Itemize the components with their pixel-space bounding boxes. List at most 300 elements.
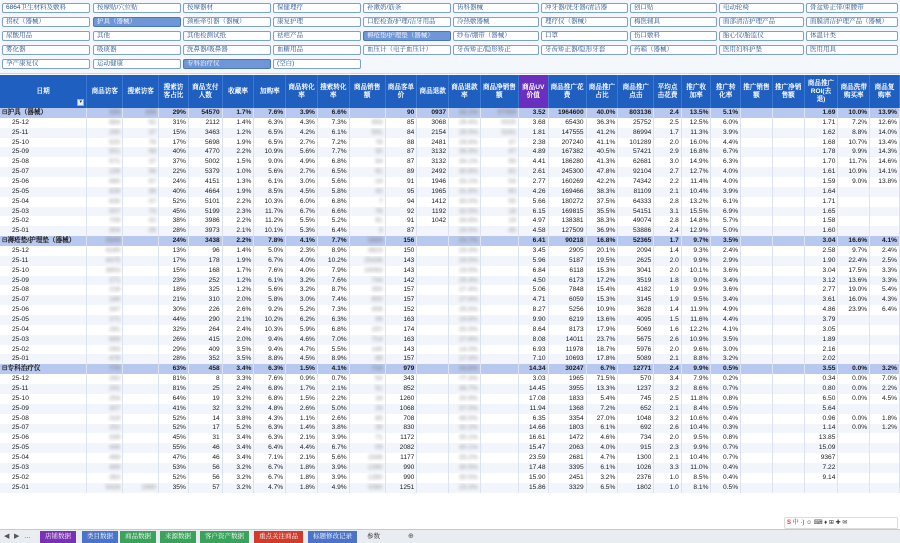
table-cell: 990 — [385, 473, 417, 483]
table-cell: 2.4% — [870, 246, 900, 256]
table-cell: 19.5% — [586, 256, 618, 266]
table-cell: 15.47 — [518, 443, 548, 453]
table-cell: 2.3 — [654, 443, 682, 453]
table-cell — [741, 315, 773, 325]
group-cell: 1.7 — [654, 236, 682, 246]
sheet-tab[interactable]: 商品数据 — [120, 531, 156, 543]
table-row[interactable] — [0, 315, 900, 325]
table-cell: 5.2% — [286, 305, 318, 315]
table-cell: 236 — [87, 167, 123, 177]
table-cell: 1251 — [385, 483, 417, 493]
slicer-item[interactable]: 体温计类 — [806, 31, 898, 41]
slicer-item[interactable]: 骨盆矫正带/束腰带 — [806, 3, 898, 13]
column-header[interactable]: 商品推广点击 — [618, 75, 654, 108]
slicer-item[interactable]: 运动健康 — [93, 59, 181, 69]
column-header[interactable]: 推广收加率 — [681, 75, 711, 108]
table-cell: 6.1% — [711, 197, 741, 207]
table-cell: 4.0% — [286, 266, 318, 276]
column-header[interactable]: 商品复购率 — [870, 75, 900, 108]
table-cell: 49074 — [618, 216, 654, 226]
table-cell: 2063 — [548, 443, 586, 453]
table-cell — [772, 187, 804, 197]
slicer-item[interactable]: 理疗仪（器械） — [541, 17, 628, 27]
table-cell: 91 — [349, 216, 385, 226]
table-cell: 17% — [159, 256, 189, 266]
table-row[interactable] — [0, 453, 900, 463]
table-row[interactable] — [0, 167, 900, 177]
slicer-item[interactable]: 药箱（器械） — [630, 45, 717, 55]
sheet-tab[interactable]: 重点关注商品 — [254, 531, 303, 543]
table-cell: 52% — [159, 414, 189, 424]
slicer-item[interactable]: 面膜清洁护理产品（器械） — [806, 17, 898, 27]
table-row[interactable] — [0, 443, 900, 453]
table-cell: 3986 — [188, 216, 222, 226]
table-cell: 87 — [385, 147, 417, 157]
table-cell: 7.4% — [317, 295, 349, 305]
table-row[interactable] — [0, 394, 900, 404]
column-header[interactable]: 商品净销售额 — [480, 75, 518, 108]
table-cell: 680 — [87, 177, 123, 187]
table-row[interactable] — [0, 197, 900, 207]
table-cell — [870, 187, 900, 197]
table-row[interactable] — [0, 354, 900, 364]
tab-prev-icon[interactable]: ◀ — [4, 533, 10, 540]
table-cell — [417, 246, 449, 256]
table-cell: 16.8% — [681, 147, 711, 157]
table-cell — [772, 197, 804, 207]
slicer-item[interactable]: 洗鼻器/吸鼻器 — [183, 45, 271, 55]
column-header[interactable]: 商品销售额 — [349, 75, 385, 108]
table-cell — [804, 483, 838, 493]
slicer-item[interactable]: 齿科器械 — [453, 3, 539, 13]
slicer-item[interactable]: 褥疮垫/护理垫（器械） — [363, 31, 451, 41]
table-cell: 10.9% — [586, 305, 618, 315]
table-cell: 1.5% — [286, 394, 318, 404]
table-cell: 12.7% — [681, 167, 711, 177]
slicer-item[interactable]: 血压计（电子血压计） — [363, 45, 451, 55]
table-cell — [870, 473, 900, 483]
table-cell: 6.7% — [286, 207, 318, 217]
table-cell — [123, 315, 159, 325]
slicer-item[interactable]: 吸痰器 — [93, 45, 181, 55]
table-cell: 10.2% — [317, 256, 349, 266]
table-cell: 8.8% — [838, 128, 870, 138]
table-cell: 6219 — [548, 315, 586, 325]
table-cell — [123, 374, 159, 384]
table-cell: 30.5% — [449, 473, 481, 483]
column-header[interactable]: 收藏率 — [222, 75, 254, 108]
table-row[interactable] — [0, 128, 900, 138]
table-cell: 19.8% — [449, 315, 481, 325]
table-cell: 80 — [480, 187, 518, 197]
table-cell: 10.9% — [838, 167, 870, 177]
table-row[interactable] — [0, 433, 900, 443]
table-row[interactable] — [0, 207, 900, 217]
table-cell: 24.5% — [449, 256, 481, 266]
column-header[interactable]: 商品推广占比 — [586, 75, 618, 108]
group-cell: 12771 — [618, 364, 654, 374]
slicer-item[interactable]: 尿酸用品 — [2, 31, 90, 41]
table-cell: 13% — [159, 246, 189, 256]
column-header[interactable]: 搜索访客占比 — [159, 75, 189, 108]
table-cell: 11.8% — [681, 394, 711, 404]
table-cell: 17.48 — [518, 463, 548, 473]
table-row[interactable] — [0, 147, 900, 157]
table-cell: 40.5% — [586, 147, 618, 157]
table-cell: 1.8% — [286, 473, 318, 483]
table-cell: 5.5% — [317, 345, 349, 355]
group-cell: 10.0% — [838, 108, 870, 118]
slicer-item[interactable]: 雾化器 — [2, 45, 90, 55]
table-row[interactable] — [0, 404, 900, 414]
table-cell: 34.6% — [449, 216, 481, 226]
table-cell: 29.4% — [449, 118, 481, 128]
table-row[interactable] — [0, 295, 900, 305]
table-cell: 163 — [385, 335, 417, 345]
tab-next-icon[interactable]: ▶ — [14, 533, 20, 540]
group-cell: 40.0% — [586, 108, 618, 118]
table-cell: 29.6% — [449, 138, 481, 148]
table-cell: 4664 — [188, 187, 222, 197]
column-header[interactable]: 搜索访客 — [123, 75, 159, 108]
table-cell: 1068 — [385, 404, 417, 414]
table-cell: 15.4% — [586, 285, 618, 295]
table-cell: 37.5% — [586, 197, 618, 207]
slicer-item[interactable]: 拐杖（器械） — [2, 17, 90, 27]
table-row[interactable] — [0, 305, 900, 315]
table-cell: 02 — [123, 216, 159, 226]
slicer-item[interactable]: 按摩器材 — [183, 3, 271, 13]
column-header[interactable]: 商品转化率 — [286, 75, 318, 108]
table-cell: 2376 — [618, 473, 654, 483]
table-row[interactable] — [0, 177, 900, 187]
table-cell: 53886 — [618, 226, 654, 236]
table-cell — [741, 157, 773, 167]
slicer-item[interactable]: (空白) — [273, 59, 361, 69]
table-cell: 2.2% — [870, 384, 900, 394]
table-cell: 7.3% — [317, 305, 349, 315]
table-cell: 157 — [385, 295, 417, 305]
slicer-item[interactable]: 6864卫生材料及敷料 — [2, 3, 90, 13]
table-cell: 1192 — [417, 207, 449, 217]
table-cell: 30.0% — [449, 197, 481, 207]
table-row[interactable] — [0, 374, 900, 384]
slicer-item[interactable]: 孕产康复仪 — [2, 59, 90, 69]
table-cell — [772, 335, 804, 345]
table-cell: 2.4% — [711, 246, 741, 256]
table-cell — [417, 414, 449, 424]
table-cell: 3.0% — [711, 345, 741, 355]
table-cell: 3.2% — [222, 473, 254, 483]
table-cell: 7.0% — [317, 335, 349, 345]
table-cell: 34.1% — [449, 157, 481, 167]
slicer-item[interactable]: 口腔检查/护理/洁牙用品 — [363, 17, 451, 27]
table-row[interactable] — [0, 246, 900, 256]
table-cell — [123, 256, 159, 266]
column-header[interactable]: 平均点击花费 — [654, 75, 682, 108]
sheet-tab[interactable]: 类目数据 — [82, 531, 118, 543]
table-cell — [838, 443, 870, 453]
group-row[interactable] — [0, 108, 900, 118]
slicer-item[interactable]: 其他 — [93, 31, 181, 41]
table-cell — [772, 305, 804, 315]
table-cell: 157 — [385, 354, 417, 364]
sheet-tab[interactable]: 客户资产数据 — [200, 531, 249, 543]
table-cell: 25752 — [618, 118, 654, 128]
group-cell: 4.1% — [870, 236, 900, 246]
sheet-tab[interactable]: 参数 — [362, 531, 385, 543]
table-cell: 53% — [159, 463, 189, 473]
table-cell: 64333 — [618, 197, 654, 207]
table-cell: 56 — [188, 463, 222, 473]
table-row[interactable] — [0, 424, 900, 434]
sheet-tab[interactable]: 来源数据 — [160, 531, 196, 543]
table-cell: 32.5% — [449, 207, 481, 217]
table-row[interactable] — [0, 138, 900, 148]
table-cell: 3.2% — [286, 276, 318, 286]
column-header[interactable]: 加购率 — [254, 75, 286, 108]
table-cell — [838, 187, 870, 197]
slicer-item[interactable]: 纱布/绷带（器械） — [453, 31, 539, 41]
table-cell: 25-08 — [0, 414, 87, 424]
slicer-item[interactable]: 冲牙器/洗牙器/清洁器 — [541, 3, 628, 13]
slicer-item[interactable]: 补漱奶/筋条 — [363, 3, 451, 13]
slicer-item[interactable]: 祛疤产品 — [273, 31, 361, 41]
table-cell: 1.89 — [804, 335, 838, 345]
table-cell: 5.6% — [254, 167, 286, 177]
table-cell: 1472 — [548, 433, 586, 443]
table-cell: 007 — [87, 207, 123, 217]
table-cell: 0.9% — [286, 374, 318, 384]
table-row[interactable] — [0, 414, 900, 424]
table-cell: 2.0 — [654, 345, 682, 355]
table-row[interactable] — [0, 226, 900, 236]
table-cell: 2.2% — [222, 197, 254, 207]
slicer-item[interactable]: 康复护理 — [273, 17, 361, 27]
table-cell: 11.0% — [681, 463, 711, 473]
table-cell: 0.7% — [711, 453, 741, 463]
table-cell: 1.3% — [222, 177, 254, 187]
table-cell: 1802 — [618, 483, 654, 493]
table-cell: 2.0 — [654, 256, 682, 266]
table-cell: 140 — [349, 345, 385, 355]
table-cell: 0.4% — [711, 463, 741, 473]
table-cell: 23.59 — [518, 453, 548, 463]
table-cell: 5675 — [618, 335, 654, 345]
table-cell: 25-06 — [0, 305, 87, 315]
table-row[interactable] — [0, 463, 900, 473]
table-cell: 3.4% — [222, 443, 254, 453]
table-cell — [772, 276, 804, 286]
slicer-item[interactable]: 伤口敷料 — [630, 31, 717, 41]
table-row[interactable] — [0, 483, 900, 493]
table-cell — [123, 424, 159, 434]
ime-label: 中 ·) ☺ ⌨ ♦ ⊞ ✚ ✉ — [792, 520, 848, 526]
slicer-item[interactable]: 血糖用品 — [273, 45, 361, 55]
table-cell: 9.3% — [681, 246, 711, 256]
slicer-item[interactable]: 胎心仪/胎监仪 — [719, 31, 804, 41]
table-cell: 5.0% — [317, 404, 349, 414]
column-header[interactable]: 商品退款率 — [449, 75, 481, 108]
slicer-item[interactable]: 按摩贴/穴位贴 — [93, 3, 181, 13]
table-cell: 5.6% — [286, 147, 318, 157]
table-cell — [772, 207, 804, 217]
table-cell: 2.6% — [286, 404, 318, 414]
table-cell: 3132 — [417, 157, 449, 167]
group-cell: 6.6% — [317, 108, 349, 118]
table-cell — [741, 187, 773, 197]
sheet-tab[interactable]: 店铺数据 — [40, 531, 76, 543]
table-cell: 2.0 — [654, 266, 682, 276]
slicer-item[interactable]: 面部清洁护理产品 — [719, 17, 804, 27]
table-cell — [417, 374, 449, 384]
table-cell — [417, 285, 449, 295]
tab-more-icon[interactable]: … — [24, 533, 31, 540]
table-cell: 5002 — [188, 157, 222, 167]
column-header[interactable]: 商品UV价值 — [518, 75, 548, 108]
table-cell: 25-02 — [0, 345, 87, 355]
group-row[interactable] — [0, 364, 900, 374]
table-cell — [838, 216, 870, 226]
column-header[interactable]: 日期 ▾ — [0, 75, 87, 108]
table-cell: 4.86 — [804, 305, 838, 315]
column-header[interactable]: 商品退款 — [417, 75, 449, 108]
table-cell: 6.7% — [711, 147, 741, 157]
table-cell: 271 — [87, 276, 123, 286]
table-cell: 10.7% — [838, 138, 870, 148]
table-cell: 47.8% — [586, 167, 618, 177]
table-cell: 3068 — [417, 118, 449, 128]
group-cell: 1.69 — [804, 108, 838, 118]
table-cell: 6.35 — [518, 414, 548, 424]
table-row[interactable] — [0, 157, 900, 167]
table-row[interactable] — [0, 285, 900, 295]
table-cell: 31.6% — [449, 187, 481, 197]
table-cell — [480, 384, 518, 394]
table-cell — [741, 138, 773, 148]
column-header[interactable]: 商品推广花费 — [548, 75, 586, 108]
table-cell: 91 — [385, 216, 417, 226]
table-cell: 6.8% — [254, 384, 286, 394]
table-cell: 30% — [159, 305, 189, 315]
table-cell — [480, 463, 518, 473]
table-cell: 4.4% — [711, 315, 741, 325]
slicer-item[interactable]: 其他检测试纸 — [183, 31, 271, 41]
table-row[interactable] — [0, 266, 900, 276]
table-cell: 29.5% — [449, 226, 481, 236]
table-cell: 1.9% — [222, 256, 254, 266]
column-header[interactable]: 推广销售额 — [741, 75, 773, 108]
group-row[interactable] — [0, 236, 900, 246]
slicer-item[interactable]: 口罩 — [541, 31, 628, 41]
slicer-item[interactable]: 电动轮椅 — [719, 3, 804, 13]
table-cell: 4.7% — [286, 345, 318, 355]
table-cell: 09 — [349, 443, 385, 453]
table-cell: 7.9% — [317, 266, 349, 276]
table-cell: 23.7% — [586, 335, 618, 345]
slicer-item[interactable]: 牙齿矫正器/隐形牙套 — [541, 45, 628, 55]
column-header[interactable]: 商品推广ROI(去退) — [804, 75, 838, 108]
table-cell: 9.7% — [838, 246, 870, 256]
slicer-item[interactable]: 医用妇科护垫 — [719, 45, 804, 55]
table-row[interactable] — [0, 325, 900, 335]
slicer-item[interactable]: 保健理疗 — [273, 3, 361, 13]
sheet-tab[interactable]: 标题修改记录 — [308, 531, 357, 543]
column-header[interactable]: 搜索转化率 — [317, 75, 349, 108]
table-cell: 6.1% — [317, 128, 349, 138]
table-cell: 32.2% — [449, 424, 481, 434]
filter-dropdown-icon[interactable]: ▾ — [77, 99, 84, 106]
table-cell: 1.60 — [804, 226, 838, 236]
table-cell: 2905 — [548, 246, 586, 256]
table-cell: 1.90 — [804, 256, 838, 266]
column-header[interactable]: 推广转化率 — [711, 75, 741, 108]
slicer-item[interactable]: 医用用具 — [806, 45, 898, 55]
table-row[interactable] — [0, 473, 900, 483]
slicer-item[interactable]: 冷热敷器械 — [453, 17, 539, 27]
table-cell: 2681 — [548, 453, 586, 463]
table-cell: 8.08 — [518, 335, 548, 345]
column-header[interactable]: 推广净销售额 — [772, 75, 804, 108]
table-row[interactable] — [0, 335, 900, 345]
table-cell: 5.0% — [254, 246, 286, 256]
table-cell: 1.8% — [286, 483, 318, 493]
group-cell: 3.55 — [804, 364, 838, 374]
table-cell — [772, 147, 804, 157]
table-cell: 1.5% — [222, 157, 254, 167]
ime-toolbar[interactable] — [784, 517, 898, 529]
table-row[interactable] — [0, 256, 900, 266]
group-label: ⊟专科治疗仪 — [0, 364, 87, 374]
table-cell: 993 — [349, 118, 385, 128]
column-header[interactable]: 商品客单价 — [385, 75, 417, 108]
table-cell: 147555 — [548, 128, 586, 138]
column-header[interactable]: 商品洗带购买率 — [838, 75, 870, 108]
table-cell: 6.2% — [286, 315, 318, 325]
group-cell: 3566 — [87, 236, 123, 246]
table-row[interactable] — [0, 216, 900, 226]
slicer-item[interactable]: 创口贴 — [630, 3, 717, 13]
table-cell — [417, 443, 449, 453]
slicer-item[interactable]: 颈椎牵引器（器械） — [183, 17, 271, 27]
table-row[interactable] — [0, 187, 900, 197]
slicer-item[interactable]: 专科治疗仪 — [183, 59, 271, 69]
table-cell: 0.0% — [838, 374, 870, 384]
table-cell — [870, 325, 900, 335]
column-header[interactable]: 商品访客 — [87, 75, 123, 108]
table-cell: 54151 — [618, 207, 654, 217]
table-cell: 6.4% — [254, 443, 286, 453]
table-row[interactable] — [0, 276, 900, 286]
table-cell — [480, 335, 518, 345]
table-cell — [123, 276, 159, 286]
table-cell: 3.0% — [286, 295, 318, 305]
table-row[interactable] — [0, 384, 900, 394]
table-row[interactable] — [0, 118, 900, 128]
table-cell: 207240 — [548, 138, 586, 148]
slicer-item[interactable]: 护具（器械） — [93, 17, 181, 27]
table-cell: 25-09 — [0, 147, 87, 157]
table-cell: 4.3% — [286, 118, 318, 128]
pivot-table-area — [0, 75, 900, 529]
table-cell: 25-10 — [0, 266, 87, 276]
add-sheet-icon[interactable]: ⊕ — [408, 533, 414, 540]
slicer-item[interactable]: 梅医辅具 — [630, 17, 717, 27]
slicer-item[interactable]: 牙齿矫正/隐形矫正 — [453, 45, 539, 55]
table-row[interactable] — [0, 345, 900, 355]
table-cell — [480, 246, 518, 256]
column-header[interactable]: 商品支付人数 — [188, 75, 222, 108]
